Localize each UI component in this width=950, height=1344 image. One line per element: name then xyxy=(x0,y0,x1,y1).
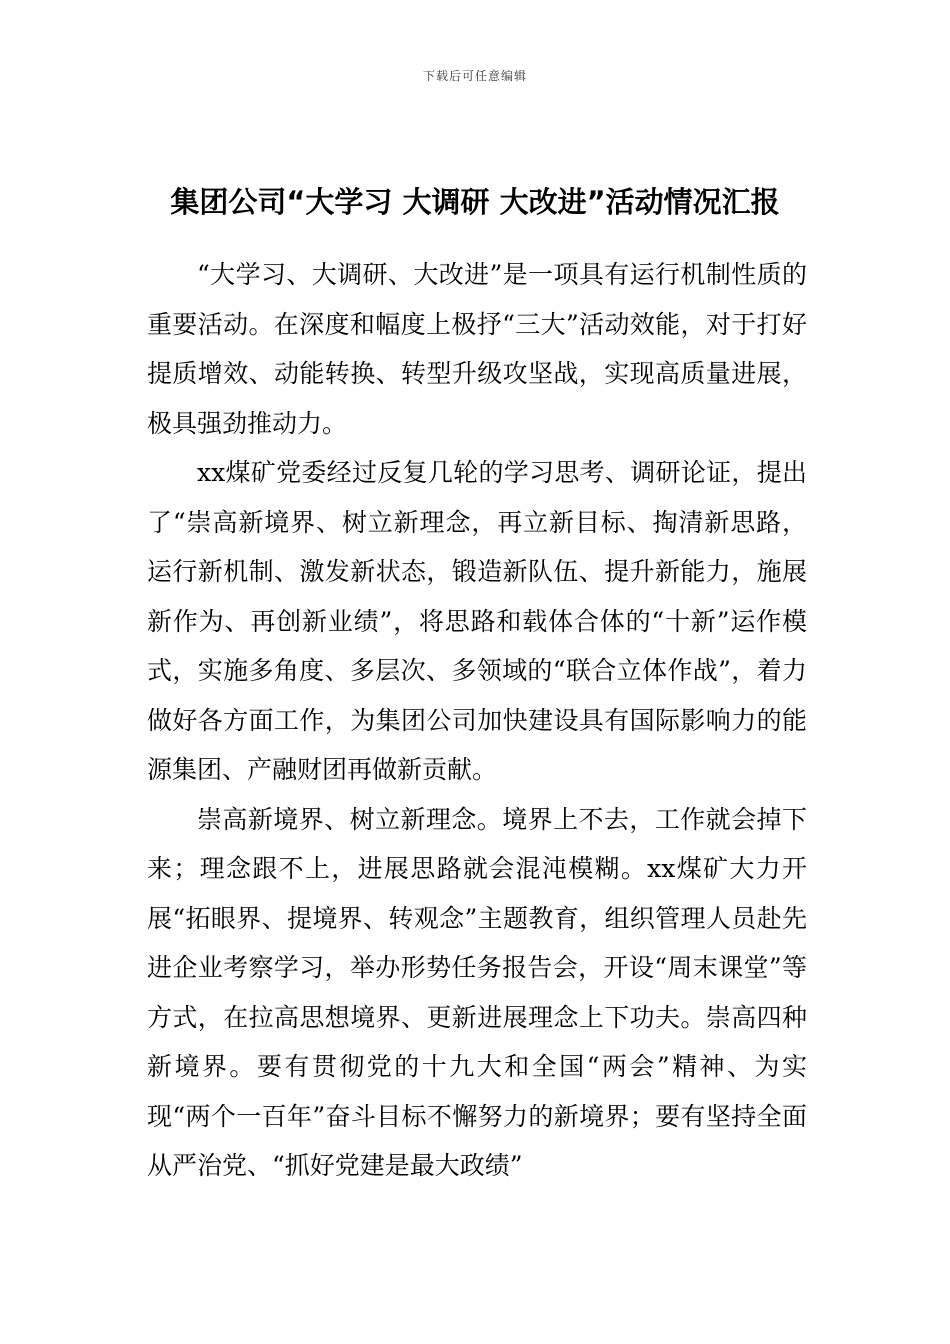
paragraph: “大学习、大调研、大改进”是一项具有运行机制性质的重要活动。在深度和幅度上极抒“三大”活动效能，对于打好提质增效、动能转换、转型升级攻坚战，实现高质量进展，极具强劲推动力。 xyxy=(147,260,807,438)
document-body xyxy=(147,250,807,1191)
paragraph: 崇高新境界、树立新理念。境界上不去，工作就会掉下来；理念跟不上，进展思路就会混沌模糊。xx煤矿大力开展“拓眼界、提境界、转观念”主题教育，组织管理人员赴先进企业考察学习，举办形势任务报告会，开设“周末课堂”等方式，在拉高思想境界、更新进展理念上下功夫。崇高四种新境界。要有贯彻党的十九大和全国“两会”精神、为实现“两个一百年”奋斗目标不懈努力的新境界；要有坚持全面从严治党、“抓好党建是最大政绩” xyxy=(147,804,807,1180)
paragraph: xx煤矿党委经过反复几轮的学习思考、调研论证，提出了“崇高新境界、树立新理念，再立新目标、掏清新思路，运行新机制、激发新状态，锻造新队伍、提升新能力，施展新作为、再创新业绩”，将思路和载体合体的“十新”运作模式，实施多角度、多层次、多领域的“联合立体作战”，着力做好各方面工作，为集团公司加快建设具有国际影响力的能源集团、产融财团再做新贡献。 xyxy=(147,458,807,784)
header-note: 下载后可任意编辑 xyxy=(422,69,527,83)
document-title: 集团公司“大学习 大调研 大改进”活动情况汇报 xyxy=(170,185,780,219)
